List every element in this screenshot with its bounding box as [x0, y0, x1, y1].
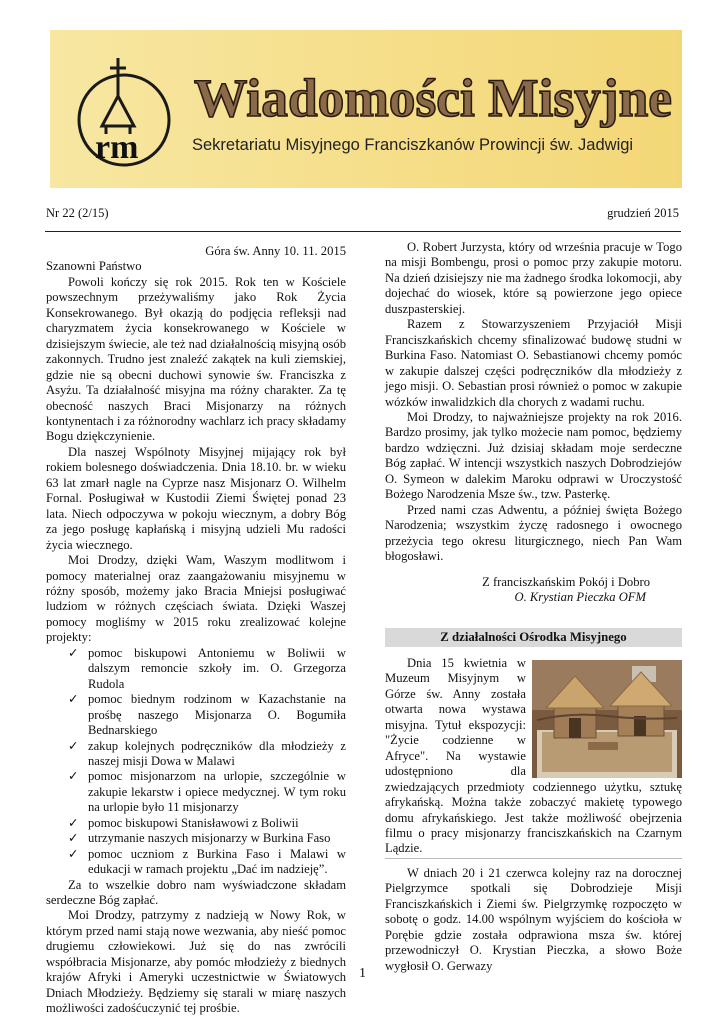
checkmark-icon: ✓: [68, 815, 79, 830]
place-date: Góra św. Anny 10. 11. 2015: [205, 244, 346, 258]
paragraph: Za to wszelkie dobro nam wyświadczone składam serdeczne Bóg zapłać.: [46, 877, 346, 908]
issue-date: grudzień 2015: [607, 206, 679, 220]
photo-spacer: [532, 656, 682, 774]
projects-list: [46, 646, 346, 878]
list-item: ✓ pomoc biskupowi Stanisławowi z Boliwii: [68, 815, 299, 830]
rm-church-logo: [50, 30, 180, 188]
paragraph: Powoli kończy się rok 2015. Rok ten w Kościele powszechnym przeżywaliśmy jako Rok Życia Konsekrowanego. Był okazją do podjęcia refleksji nad charyzmatem życia konsekrowanego w Kościele w dzisiejszym świecie, ale też nad działalnością misyjną osób zakonnych. Trudno jest znaleźć zakątek na kuli ziemskiej, gdzie nie są obecni duchowi synowie św. Franciszka z Asyżu. Ta działalność misyjna ma różny charakter. Za tę obecność naszych Braci Misjonarzy na różnych kontynentach i za różnorodny wachlarz ich pracy składamy Bogu dziękczynienie.: [46, 274, 346, 444]
checkmark-icon: ✓: [68, 846, 79, 861]
list-item: ✓ pomoc uczniom z Burkina Faso i Malawi w edukacji w ramach projektu „Dać im nadzieję”.: [68, 846, 346, 877]
paragraph: Razem z Stowarzyszeniem Przyjaciół Misji Franciszkańskich chcemy sfinalizować budowę studni w Burkina Faso. Natomiast O. Sebastianowi chcemy pomóc w zakupie dalszej części podręczników dla młodzieży z jego misji. O. Sebastian prosi również o pomoc w zakupie wózków inwalidzkich dla chorych z wadami ruchu.: [385, 317, 682, 409]
closing-greeting: Z franciszkańskim Pokój i Dobro: [482, 574, 650, 589]
museum-article: [385, 656, 682, 857]
masthead-title-text: Wiadomości Misyjne: [194, 68, 672, 128]
paragraph: Moi Drodzy, dzięki Wam, Waszym modlitwom i pomocy materialnej oraz zaangażowaniu misyjnemu w różny sposób, możemy jako Bracia Mniejsi posługiwać ludziom w różnych częściach świata. Dzięki Waszej pomocy mogliśmy w 2015 roku zrealizować kolejne projekty:: [46, 553, 346, 645]
list-item: ✓ pomoc biednym rodzinom w Kazachstanie na prośbę naszego Misjonarza O. Bogumiła Bednarskiego: [68, 692, 346, 738]
salutation: Szanowni Państwo: [46, 259, 142, 274]
page-number: 1: [359, 966, 366, 981]
section-title: Z działalności Ośrodka Misyjnego: [385, 628, 682, 647]
paragraph: Dnia 15 kwietnia w Muzeum Misyjnym w Górze św. Anny została otwarta nowa wystawa misyjna. Tytuł ekspozycji: "Życie codzienne w Afryce". Na wystawie udostępniono dla zwiedzających przedmioty codziennego użytku, sztukę afrykańską. Można także zobaczyć makietę typowego domu afrykańskiego. Jest także możliwość obejrzenia filmu o pracy misjonarzy franciszkańskich na Czarnym Lądzie.: [385, 656, 682, 856]
logo-letters: rm: [95, 129, 139, 166]
list-item: ✓ pomoc biskupowi Antoniemu w Boliwii w dalszym remoncie szkoły im. O. Grzegorza Rudola: [68, 645, 346, 691]
list-item: ✓ utrzymanie naszych misjonarzy w Burkina Faso: [68, 831, 331, 846]
masthead-subtitle: Sekretariatu Misyjnego Franciszkanów Prowincji św. Jadwigi: [192, 136, 634, 154]
list-item: ✓ zakup kolejnych podręczników dla młodzieży z naszej misji Dowa w Malawi: [68, 738, 346, 768]
list-item: ✓ pomoc misjonarzom na urlopie, szczególnie w zakupie lekarstw i opiece medycznej. W tym roku na urlopie było 11 misjonarzy: [68, 769, 346, 815]
checkmark-icon: ✓: [68, 769, 79, 784]
pilgrimage-article: [385, 866, 682, 974]
paragraph: W dniach 20 i 21 czerwca kolejny raz na dorocznej Pielgrzymce spotkali się Dobrodzieje Misji Franciszkańskich i Ziemi św. Pielgrzymkę rozpoczęto w sobotę o godz. 14.00 wspólnym wyjściem do kościoła w Porębie gdzie została odprawiona msza św. której przewodniczył O. Krystian Pieczka, a słowo Boże wygłosił O. Gerwazy: [385, 866, 682, 973]
right-column-letter: [385, 240, 682, 605]
signature: O. Krystian Pieczka OFM: [514, 589, 646, 604]
header-rule: [45, 231, 681, 232]
issue-number: Nr 22 (2/15): [46, 206, 109, 220]
left-column: [46, 244, 346, 1017]
paragraph: O. Robert Jurzysta, który od września pracuje w Togo na misji Bombengu, prosi o pomoc przy zakupie motoru. Na dzień dzisiejszy nie ma żadnego środka lokomocji, aby dojechać do wiosek, które są powierzone jego opiece duszpasterskiej.: [385, 240, 682, 316]
section-divider: [385, 858, 682, 859]
checkmark-icon: ✓: [68, 645, 79, 660]
checkmark-icon: ✓: [68, 738, 79, 753]
masthead-title: [192, 66, 676, 128]
paragraph: Dla naszej Wspólnoty Misyjnej mijający rok był rokiem bolesnego doświadczenia. Dnia 18.10. br. w wieku 63 lat zmarł nagle na Cyprze nasz Misjonarz O. Wilhelm Fornal. Posługiwał w Kustodii Ziemi Świętej ponad 23 lata. Niech odpoczywa w pokoju wiecznym, a dobry Bóg za jego posługę kapłańską i misyjną udzieli Mu radości życia wiecznego.: [46, 444, 346, 552]
checkmark-icon: ✓: [68, 692, 79, 707]
paragraph: Moi Drodzy, to najważniejsze projekty na rok 2016. Bardzo prosimy, jak tylko możecie nam pomoc, będziemy bardzo wdzięczni. Już dzisiaj składam moje serdeczne Bóg zapłać. W intencji wszystkich naszych Dobrodziejów O. Symeon w dalekim Maroku odprawi w Uroczystość Bożego Narodzenia Msze św., tzw. Pasterkę.: [385, 409, 682, 502]
paragraph: Moi Drodzy, patrzymy z nadzieją w Nowy Rok, w którym przed nami stają nowe wezwania, aby nieść pomoc drugiemu człowiekowi. Już się do nas zwrócili współbracia Misjonarze, aby pomóc młodzieży z biednych krajów Afryki i Ameryki uczestnictwie w Światowych Dniach Młodzieży. Będziemy się starali w miarę naszych możliwości zadośćuczynić tej prośbie.: [46, 908, 346, 1016]
masthead-banner: [50, 30, 682, 188]
checkmark-icon: ✓: [68, 831, 79, 846]
paragraph: Przed nami czas Adwentu, a później święta Bożego Narodzenia; wszystkim życzę radosnego i owocnego przeżycia tego okresu liturgicznego, niech Pan Wam błogosławi.: [385, 502, 682, 564]
